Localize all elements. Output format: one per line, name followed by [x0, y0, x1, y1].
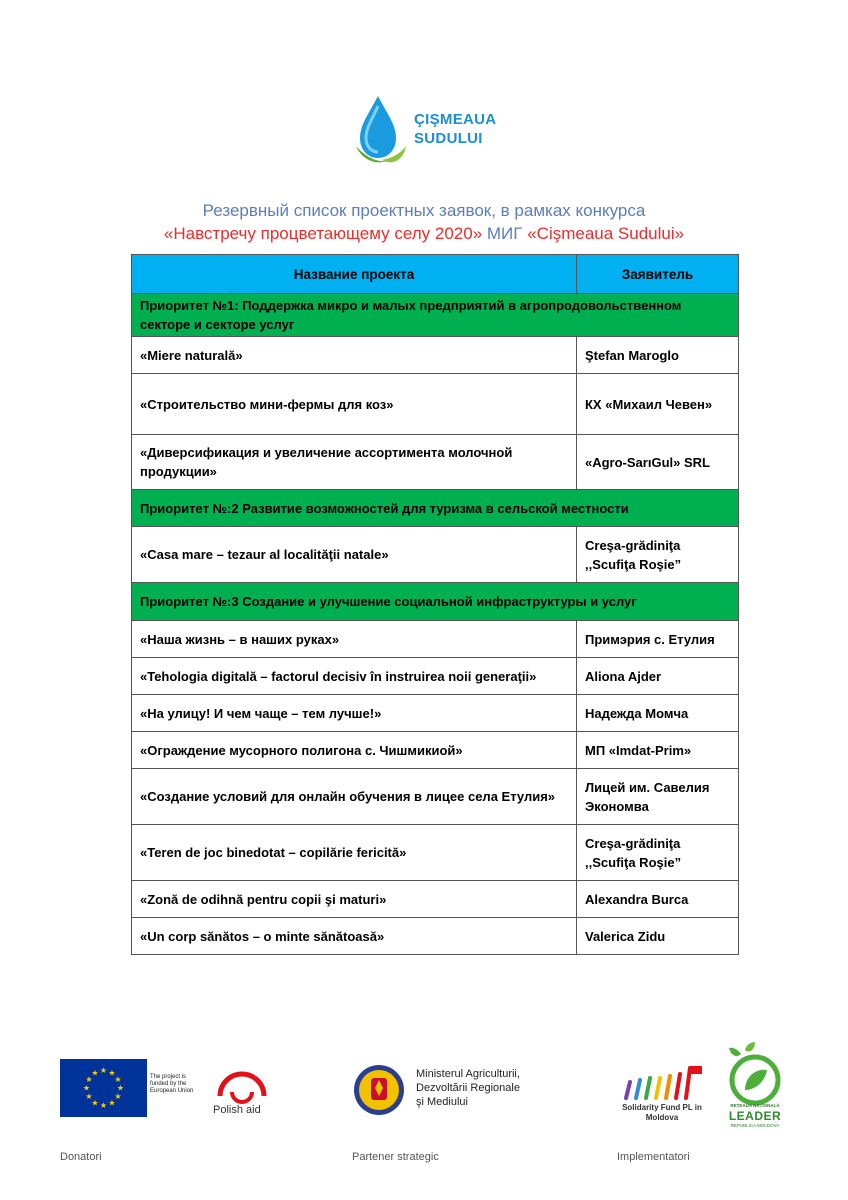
project-name: «Un corp sănătos – o minte sănătoasă» [132, 918, 577, 955]
implementers-label: Implementatori [617, 1151, 690, 1163]
eu-funding-note: The project is funded by the European Union [150, 1074, 194, 1094]
project-name: «Наша жизнь – в наших руках» [132, 621, 577, 658]
table-row [132, 825, 739, 881]
svg-text:★: ★ [116, 1083, 125, 1093]
applicant-name: Примэрия с. Етулия [577, 621, 739, 658]
svg-text:★: ★ [91, 1068, 99, 1078]
applicant-name: Aliona Ajder [577, 658, 739, 695]
eu-flag-logo [60, 1059, 147, 1117]
project-name: «Tehologia digitală – factorul decisiv în instruirea noii generaţii» [132, 658, 577, 695]
leader-country: REPUBLICA MOLDOVA [730, 1123, 780, 1128]
project-name: «На улицу! И чем чаще – тем лучше!» [132, 695, 577, 732]
applicant-name: Лицей им. Савелия Экономва [577, 769, 739, 825]
svg-text:★: ★ [85, 1092, 93, 1101]
leader-label: LEADER [728, 1109, 782, 1123]
svg-text:★: ★ [91, 1098, 99, 1108]
applicant-name: Надежда Момча [577, 695, 739, 732]
svg-text:★: ★ [99, 1101, 108, 1110]
applicant-name: Valerica Zidu [577, 918, 739, 955]
projects-table [131, 254, 739, 955]
eu-stars-icon [60, 1059, 147, 1117]
logo-line2: SUDULUI [414, 130, 483, 147]
applicant-name: МП «Imdat-Prim» [577, 732, 739, 769]
table-row [132, 732, 739, 769]
table-row [132, 918, 739, 955]
priority-label: Приоритет №:3 Создание и улучшение социальной инфраструктуры и услуг [132, 583, 739, 621]
table-row [132, 527, 739, 583]
applicant-name: Alexandra Burca [577, 881, 739, 918]
title-line1: Резервный список проектных заявок, в рамках конкурса [202, 201, 646, 220]
leader-network-top: REȚEAUA NAȚIONALĂ [730, 1103, 780, 1108]
water-drop-leaf-icon [352, 94, 408, 170]
project-name: «Создание условий для онлайн обучения в лицее села Етулия» [132, 769, 577, 825]
ministry-name [416, 1067, 520, 1109]
contest-name: «Навстречу процветающему селу 2020» [163, 224, 483, 243]
svg-text:★: ★ [114, 1092, 122, 1101]
header-applicant: Заявитель [577, 255, 739, 294]
title-line2 [0, 222, 848, 245]
applicant-name: Ştefan Maroglo [577, 337, 739, 374]
table-row [132, 337, 739, 374]
ministry-line1: Ministerul Agriculturii, [416, 1068, 520, 1080]
mig-name: «Cişmeaua Sudului» [527, 224, 685, 243]
partner-label: Partener strategic [352, 1151, 439, 1163]
priority-row-2 [132, 490, 739, 527]
project-name: «Casa mare – tezaur al localităţii natale» [132, 527, 577, 583]
table-row [132, 435, 739, 490]
svg-text:★: ★ [85, 1075, 93, 1084]
project-name: «Ограждение мусорного полигона с. Чишмикиой» [132, 732, 577, 769]
table-row [132, 695, 739, 732]
applicant-name: «Agro-SarıGul» SRL [577, 435, 739, 490]
applicant-name: КХ «Михаил Чевен» [577, 374, 739, 435]
table-row [132, 621, 739, 658]
svg-text:★: ★ [82, 1083, 91, 1093]
applicant-name: Creşa-grădiniţa ,,Scufiţa Roşie” [577, 527, 739, 583]
solidarity-fund-label: Solidarity Fund PL in Moldova [622, 1103, 702, 1122]
ministry-line2: Dezvoltării Regionale [416, 1082, 520, 1094]
priority-row-3 [132, 583, 739, 621]
priority-label: Приоритет №1: Поддержка микро и малых предприятий в агропродовольственном секторе и секторе услуг [132, 294, 739, 337]
project-name: «Строительство мини-фермы для коз» [132, 374, 577, 435]
ministry-line3: şi Mediului [416, 1096, 468, 1108]
project-name: «Диверсификация и увеличение ассортимента молочной продукции» [132, 435, 577, 490]
svg-text:★: ★ [108, 1098, 116, 1108]
table-row [132, 769, 739, 825]
priority-row-1 [132, 294, 739, 337]
cismeaua-sudului-logo [352, 94, 512, 170]
mig-label: МИГ [482, 224, 528, 243]
logo-line1: ÇIŞMEAUA [414, 111, 497, 128]
donors-label: Donatori [60, 1151, 102, 1163]
project-name: «Teren de joc binedotat – copilărie fericită» [132, 825, 577, 881]
svg-text:★: ★ [108, 1068, 116, 1078]
applicant-name: Creşa-grădiniţa ,,Scufiţa Roşie” [577, 825, 739, 881]
table-header-row [132, 255, 739, 294]
svg-text:★: ★ [99, 1066, 108, 1075]
project-name: «Miere naturală» [132, 337, 577, 374]
ministry-emblem-icon [352, 1062, 406, 1118]
header-project: Название проекта [132, 255, 577, 294]
project-name: «Zonă de odihnă pentru copii şi maturi» [132, 881, 577, 918]
polish-aid-label: Polish aid [213, 1104, 261, 1116]
table-row [132, 658, 739, 695]
document-title [0, 199, 848, 245]
table-row [132, 881, 739, 918]
svg-text:★: ★ [114, 1075, 122, 1084]
priority-label: Приоритет №:2 Развитие возможностей для туризма в сельской местности [132, 490, 739, 527]
table-row [132, 374, 739, 435]
